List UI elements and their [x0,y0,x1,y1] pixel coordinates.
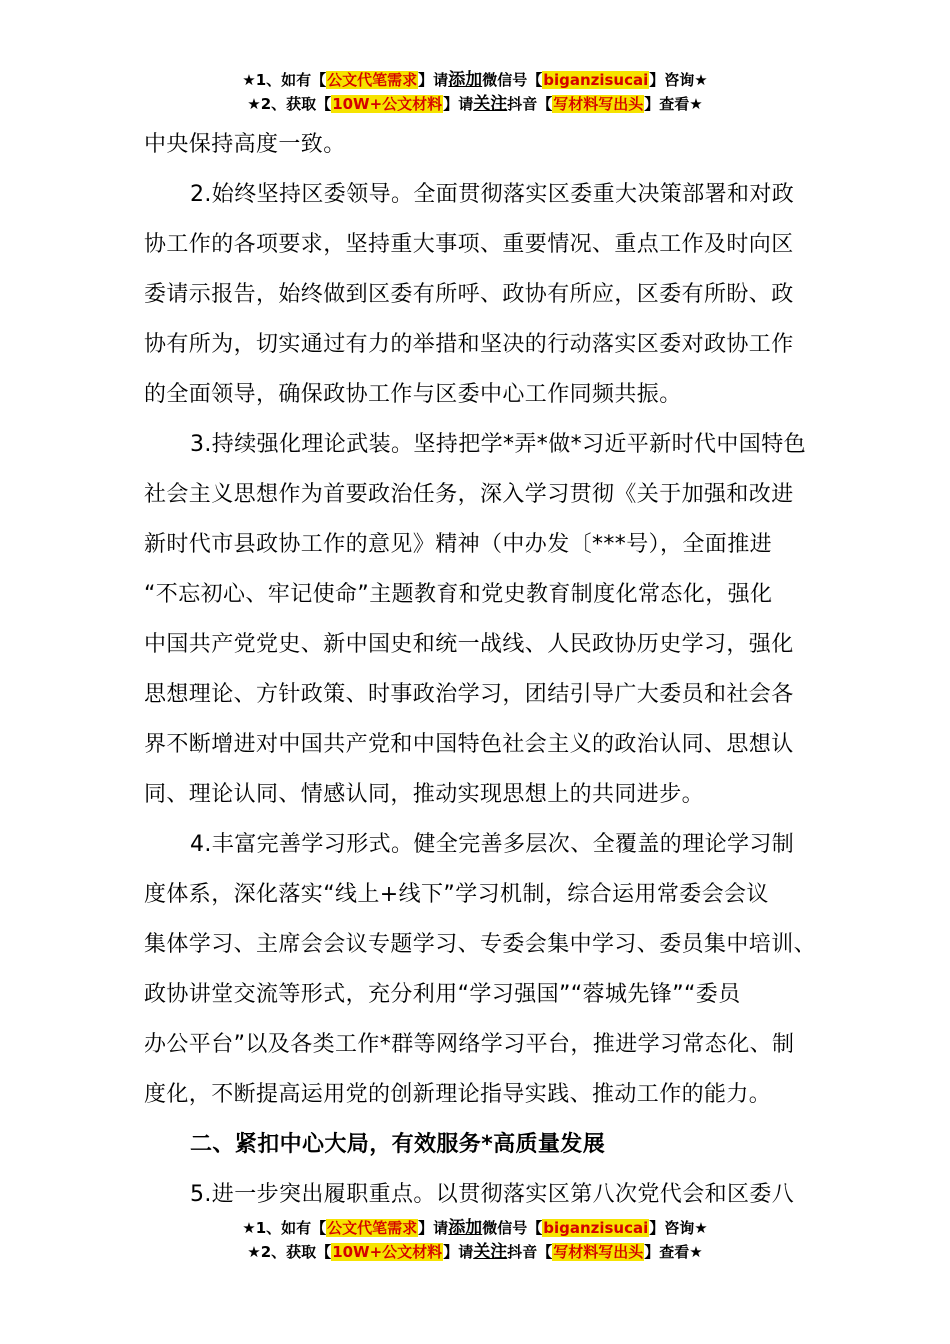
body-line: 社会主义思想作为首要政治任务，深入学习贯彻《关于加强和改进 [144,482,794,507]
paragraph-5-line: 5.进一步突出履职重点。以贯彻落实区第八次党代会和区委八 [190,1182,795,1207]
promo-text: ★2、获取【 [247,1243,332,1261]
promo-emphasis: 添加 [448,70,483,90]
body-line: 中国共产党党史、新中国史和统一战线、人民政协历史学习，强化 [144,632,794,657]
promo-line-1 [0,1216,950,1240]
promo-highlight: 公文代笔需求 [327,1219,418,1237]
promo-text: 微信号【 [482,71,543,89]
promo-emphasis: 关注 [473,1242,508,1262]
promo-text: ★1、如有【 [242,71,327,89]
promo-wechat-id: biganzisucai [543,71,649,89]
promo-line-1 [0,68,950,92]
paragraph-2-line: 2.始终坚持区委领导。全面贯彻落实区委重大决策部署和对政 [190,182,795,207]
section-heading: 二、紧扣中心大局，有效服务*高质量发展 [190,1132,606,1157]
promo-text: 微信号【 [482,1219,543,1237]
promo-douyin-id: 写材料写出头 [553,1243,644,1261]
promo-text: 】查看★ [644,95,703,113]
promo-emphasis: 关注 [473,94,508,114]
promo-text: 抖音【 [507,95,553,113]
promo-highlight: 10W+公文材料 [332,95,443,113]
promo-text: 】咨询★ [649,71,708,89]
promo-text: 】咨询★ [649,1219,708,1237]
footer-promo-banner [0,1216,950,1264]
promo-text: 】请 [443,1243,474,1261]
promo-text: ★2、获取【 [247,95,332,113]
body-line: 的全面领导，确保政协工作与区委中心工作同频共振。 [144,382,682,407]
body-line: 界不断增进对中国共产党和中国特色社会主义的政治认同、思想认 [144,732,794,757]
promo-text: 抖音【 [507,1243,553,1261]
promo-wechat-id: biganzisucai [543,1219,649,1237]
body-line: 新时代市县政协工作的意见》精神（中办发〔***号），全面推进 [144,532,773,557]
promo-text: 】请 [418,1219,449,1237]
promo-highlight: 公文代笔需求 [327,71,418,89]
body-line: 协工作的各项要求，坚持重大事项、重要情况、重点工作及时向区 [144,232,794,257]
promo-line-2 [0,1240,950,1264]
promo-douyin-id: 写材料写出头 [553,95,644,113]
body-line: 同、理论认同、情感认同，推动实现思想上的共同进步。 [144,782,705,807]
body-line: 中央保持高度一致。 [144,132,346,157]
promo-text: 】请 [443,95,474,113]
promo-text: 】请 [418,71,449,89]
body-line: 办公平台”以及各类工作*群等网络学习平台，推进学习常态化、制 [144,1032,795,1057]
paragraph-3-line: 3.持续强化理论武装。坚持把学*弄*做*习近平新时代中国特色 [190,432,806,457]
body-line: 政协讲堂交流等形式，充分利用“学习强国”“蓉城先锋”“委员 [144,982,741,1007]
body-line: 度化，不断提高运用党的创新理论指导实践、推动工作的能力。 [144,1082,772,1107]
body-line: 思想理论、方针政策、时事政治学习，团结引导广大委员和社会各 [144,682,794,707]
body-line: 度体系，深化落实“线上+线下”学习机制，综合运用常委会会议 [144,882,769,907]
header-promo-banner [0,68,950,116]
promo-text: 】查看★ [644,1243,703,1261]
promo-line-2 [0,92,950,116]
promo-highlight: 10W+公文材料 [332,1243,443,1261]
body-line: 协有所为，切实通过有力的举措和坚决的行动落实区委对政协工作 [144,332,794,357]
body-line: 集体学习、主席会会议专题学习、专委会集中学习、委员集中培训、 [144,932,817,957]
body-line: “不忘初心、牢记使命”主题教育和党史教育制度化常态化，强化 [144,582,773,607]
promo-text: ★1、如有【 [242,1219,327,1237]
paragraph-4-line: 4.丰富完善学习形式。健全完善多层次、全覆盖的理论学习制 [190,832,795,857]
body-line: 委请示报告，始终做到区委有所呼、政协有所应，区委有所盼、政 [144,282,794,307]
promo-emphasis: 添加 [448,1218,483,1238]
